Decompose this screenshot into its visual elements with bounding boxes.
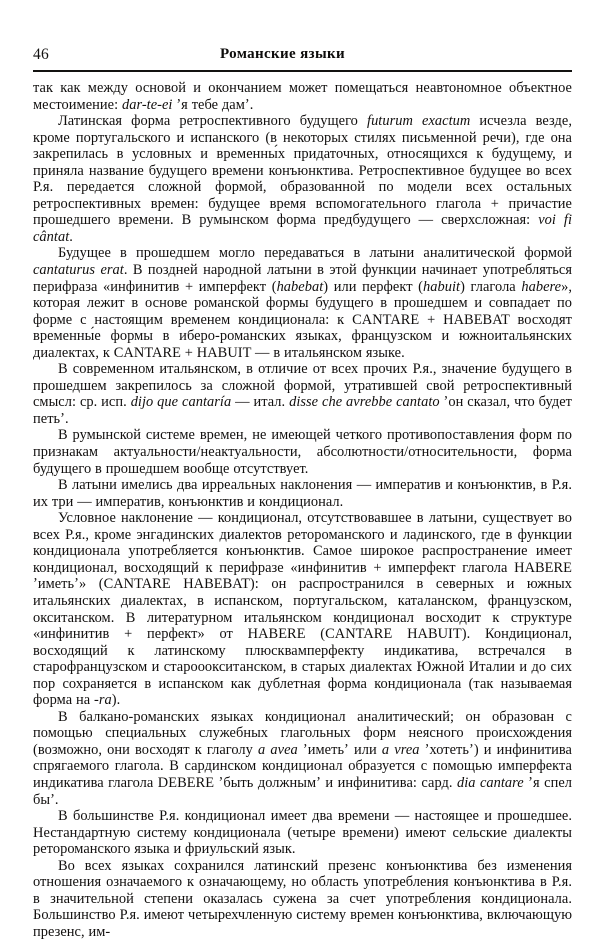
text-run: В современном итальянском, в отличие от всех прочих Р.я., значение будущего в прошедшем закрепилось за сложной формой, утратившей свой ретроспективный смысл: ср. исп. — [33, 361, 572, 411]
text-run: ) или перфект ( — [323, 278, 423, 295]
text-run: Во всех языках сохранился латинский презенс конъюнктива без изменения отношения означаемого к означающему, но область употребления конъюнктива в Р.я. в значительной степени оказалась сужена за счет употребления кондиционала. Большинство Р.я. имеют четырехчленную систему времен конъюнктива, включающую презенс, им- — [33, 857, 572, 940]
running-head — [33, 46, 572, 68]
paragraph — [33, 808, 572, 858]
text-run: Условное наклонение — кондиционал, отсутствовавшее в латыни, существует во всех Р.я., кроме энгадинских диалектов ретороманского и ладинского, где в функции кондиционала употребляется конъюнктив. Самое широкое распространение имеет кондиционал, восходящий к перифразе «инфинитив + имперфект глагола HABERE ʼиметьʼ» (CANTARE HABEBAT): он распространился в северных и южных итальянских диалектах, в испанском, португальском, каталанском, французском, окситанском. В литературном итальянском кондиционал восходит к структуре «инфинитив + перфект» от HABERE (CANTARE HABUIT). Кондиционал, восходящий к латинскому плюсквамперфекту индикатива, встречался в старофранцузском и старооокситанском, в старых диалектах Южной Италии и до сих пор сохраняется в испанском как дублетная форма кондиционала (так называемая форма на - — [33, 510, 572, 709]
paragraph — [33, 510, 572, 709]
italic-term: ra — [98, 692, 112, 709]
italic-term: dijo que cantaría — [130, 394, 232, 411]
header-rule — [33, 70, 572, 72]
text-run: ʼхотетьʼ) и инфинитива спрягаемого глагола. В сардинском кондиционал образуется с помощью имперфекта индикатива глагола DEBERE ʼбыть должнымʼ и инфинитива: сард. — [33, 741, 572, 791]
italic-term: habere — [521, 278, 562, 295]
paragraph — [33, 113, 572, 245]
italic-term: voi fi cântat — [33, 212, 572, 245]
text-run: В румынской системе времен, не имеющей четкого противопоставления форм по признакам актуальности/неактуальности, абсолютности/относительности, форма будущего в прошедшем вообще отсутствует. — [33, 427, 572, 477]
text-run: Будущее в прошедшем могло передаваться в латыни аналитической формой — [58, 245, 572, 262]
italic-term: a avea — [258, 741, 298, 758]
text-run: . — [69, 228, 73, 245]
paragraph — [33, 709, 572, 808]
text-run: », которая лежит в основе романской формы будущего в прошедшем и совпадает по форме с настоящим временем кондиционала: к CANTARE + HABEBAT восходят временны́е формы в иберо-романских языках, французском и южноитальянских диалектах, к CANTARE + HABUIT — в итальянском языке. — [33, 278, 573, 361]
text-run: — итал. — [231, 394, 290, 411]
italic-term: habuit — [423, 278, 461, 295]
text-run: ʼиметьʼ или — [297, 741, 382, 758]
paragraph — [33, 80, 572, 113]
text-run: ). — [111, 692, 121, 709]
paragraph — [33, 858, 572, 940]
running-title: Романские языки — [219, 46, 345, 62]
italic-term: cantaturus erat — [33, 262, 124, 279]
paragraph — [33, 427, 572, 477]
text-run: ʼя тебе дамʼ. — [172, 96, 254, 113]
text-run: В латыни имелись два ирреальных наклонения — императив и конъюнктив, в Р.я. их три — императив, конъюнктив и кондиционал. — [33, 477, 572, 510]
paragraph — [33, 245, 572, 361]
italic-term: dia cantare — [456, 774, 524, 791]
text-run: ) глагола — [460, 278, 522, 295]
italic-term: dar-te-ei — [121, 96, 173, 113]
text-run: Латинская форма ретроспективного будущего — [58, 113, 368, 130]
italic-term: futurum exactum — [367, 113, 471, 130]
text-run: . В поздней народной латыни в этой функции начинает употребляться перифраза «инфинитив + имперфект ( — [33, 262, 573, 295]
italic-term: a vrea — [381, 741, 420, 758]
text-run: исчезла везде, кроме португальского и испанского (в некоторых стилях письменной речи), где она закрепилась в условных и временны́х придаточных, относящихся к будущему, и приняла название будущего времени конъюнктива. Ретроспективное будущее во всех Р.я. передается сложной формой, образованной по модели всех остальных ретроспективных времен: будущее время вспомогательного глагола + причастие прошедшего времени. В румынском форма предбудущего — сверхсложная: — [33, 113, 572, 229]
text-run: ʼон сказал, что будет петьʼ. — [33, 394, 572, 427]
paragraph — [33, 361, 572, 427]
text-run: В балкано-романских языках кондиционал аналитический; он образован с помощью специальных служебных глагольных форм неясного происхождения (возможно, они восходят к глаголу — [33, 708, 572, 758]
body-text-block — [33, 80, 572, 940]
italic-term: disse che avrebbe cantato — [289, 394, 440, 411]
paragraph — [33, 477, 572, 510]
page-number: 46 — [33, 46, 49, 63]
text-run: так как между основой и окончанием может помещаться неавтономное объектное местоимение: — [33, 80, 572, 113]
italic-term: habebat — [276, 278, 324, 295]
text-run: В большинстве Р.я. кондиционал имеет два времени — настоящее и прошедшее. Нестандартную систему кондиционала (четыре времени) имеют сельские диалекты ретороманского языка и фриульский язык. — [33, 808, 572, 858]
text-run: ʼя спел быʼ. — [33, 774, 572, 808]
